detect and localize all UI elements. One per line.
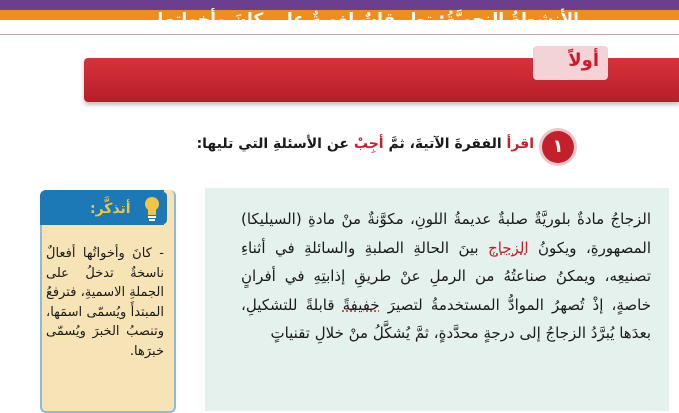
passage-seg5: قابلةً للتشكيلِ، بعدَها يُبرَّدُ الزجاجُ إلى درجةٍ محدَّدةٍ، ثمَّ يُشكَّلُ منْ خلالِ تقنياتٍ (241, 295, 651, 342)
remember-text: - كانَ وأخواتُها أفعالٌ ناسخةٌ تدخلُ على الجملةِ الاسميةِ، فترفعُ المبتدأَ ويُسمّى اسمَها، وتنصبُ الخبرَ ويُسمّى خبرَها. (46, 246, 164, 359)
section-tab-label: أولاً (568, 50, 599, 71)
remember-title: أتذكَّر: (90, 201, 131, 217)
instruction-end: عن الأسئلةِ التي تليها: (196, 136, 354, 152)
passage-highlight-glass: الزجاج (488, 238, 529, 257)
reading-passage (241, 205, 651, 348)
lightbulb-icon (137, 192, 167, 224)
passage-highlight-light: خفيفةً (342, 295, 380, 314)
question-number-badge: ١ (542, 131, 574, 163)
section-title: الأنشطةُ النحويَّةُ: تطبيقاتٌ لغويةٌ على كانَ وأخواتِها (157, 10, 579, 30)
instruction-mid: الفقرةَ الآتيةَ، ثمَّ (383, 136, 507, 152)
instruction-answer: أجِبْ (353, 136, 384, 152)
question-instruction (197, 136, 534, 152)
header-divider (0, 34, 679, 35)
passage-seg1: الزجاجُ مادةٌ بلوريَّةٌ صلبةٌ عديمةُ اللونِ، مكوَّنةٌ منْ مادةِ (السيليكا) المصهورةِ، ويكونُ (241, 210, 651, 257)
instruction-read: اقرأ (506, 136, 534, 152)
passage-seg3: بينَ الحالةِ الصلبةِ والسائلةِ في أثناءِ تصنيعِه، ويمكنُ صناعتُهُ من الرملِ عنْ طريقِ إذابتِهِ في أفرانٍ خاصةٍ، إذْ تُصهرُ الموادُّ المستخدمةُ لتصيرَ (241, 238, 651, 314)
top-stripe-purple (0, 0, 679, 10)
